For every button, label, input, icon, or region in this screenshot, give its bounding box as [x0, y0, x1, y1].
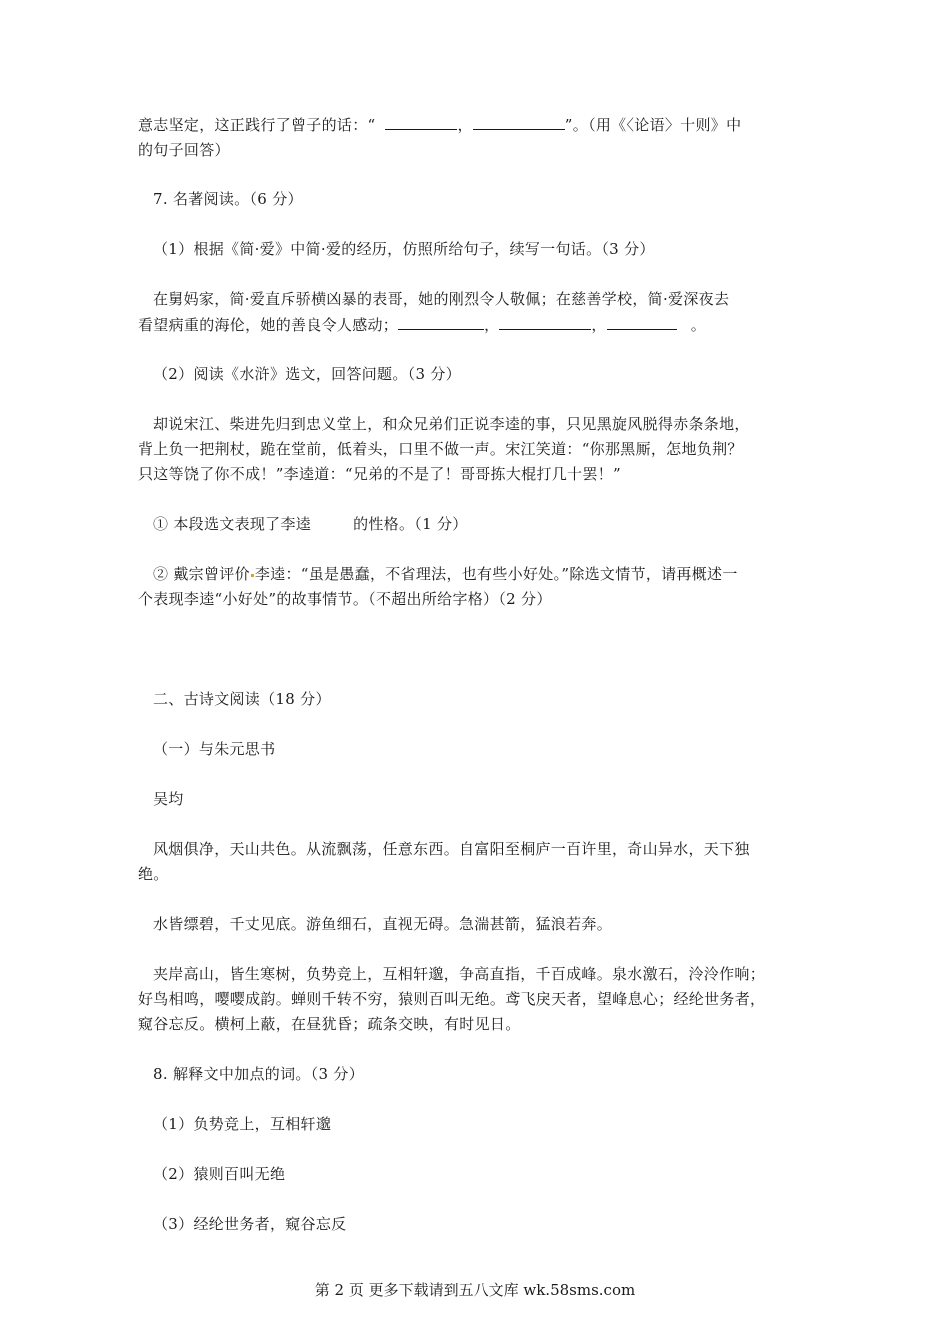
section2-title: 二、古诗文阅读（18 分）: [153, 690, 331, 708]
classical-paragraph-1: 风烟俱净，天山共色。从流飘荡，任意东西。自富阳至桐庐一百许里，奇山异水，天下独 绝。: [138, 840, 750, 883]
q6-text-b: ”。（用《〈论语〉十则》中: [564, 116, 742, 134]
q7-sub2: ② 戴宗曾评价 李逵：“虽是愚蠢，不省理法，也有些小好处。”除选文情节，请再概述一 个表现李逵“小好处”的故事情节。（不超出所给字格）（2 分）: [138, 565, 738, 608]
q7-part1-title: （1）根据《简·爱》中简·爱的经历，仿照所给句子，续写一句话。（3 分）: [153, 240, 655, 258]
q7-part1-line1: 在舅妈家，简·爱直斥骄横凶暴的表哥，她的刚烈令人敬佩；在慈善学校，简·爱深夜去: [153, 290, 730, 308]
q7-part1-line2: 看望病重的海伦，她的善良令人感动；: [138, 316, 399, 334]
answer-blank[interactable]: [473, 112, 565, 130]
answer-blank[interactable]: [398, 312, 484, 330]
page-footer: 第 2 页 更多下载请到五八文库 wk.58sms.com: [314, 1281, 636, 1299]
q8-item-3: （3）经纶世务者，窥谷忘反: [153, 1215, 347, 1233]
q8-item-1: （1）负势竞上，互相轩邈: [153, 1115, 332, 1133]
q7-sub1: ① 本段选文表现了李逵 的性格。（1 分）: [153, 515, 468, 533]
q8-title: 8. 解释文中加点的词。（3 分）: [153, 1065, 364, 1083]
q7-part2-title: （2）阅读《水浒》选文，回答问题。（3 分）: [153, 365, 461, 383]
q6-text-a: 意志坚定，这正践行了曾子的话：“: [138, 116, 376, 134]
answer-blank[interactable]: [607, 312, 677, 330]
answer-blank[interactable]: [385, 112, 457, 130]
q7-title: 7. 名著阅读。（6 分）: [153, 190, 303, 208]
author: 吴均: [153, 790, 184, 808]
text-title: （一）与朱元思书: [153, 740, 276, 758]
classical-paragraph-2: 水皆缥碧，千丈见底。游鱼细石，直视无碍。急湍甚箭，猛浪若奔。: [153, 915, 613, 933]
q6-text-line2: 的句子回答）: [138, 141, 230, 159]
marker-dot-icon: [251, 574, 254, 577]
classical-paragraph-3: 夹岸高山，皆生寒树，负势竞上，互相轩邈，争高直指，千百成峰。泉水激石，泠泠作响； 好鸟相鸣，嘤嘤成韵。蝉则千转不穷，猿则百叫无绝。鸢飞戾天者，望峰息心；经纶世务者， 窥谷忘反。横柯上蔽，在昼犹昏；疏条交映，有时见日。: [138, 965, 766, 1033]
q8-item-2: （2）猿则百叫无绝: [153, 1165, 286, 1183]
shuihu-excerpt: 却说宋江、柴进先归到忠义堂上，和众兄弟们正说李逵的事，只见黑旋风脱得赤条条地， 背上负一把荆杖，跪在堂前，低着头，口里不做一声。宋江笑道：“你那黑厮，怎地负荆？ 只这等饶了你不成！”李逵道：“兄弟的不是了！哥哥拣大棍打几十罢！”: [138, 415, 750, 483]
q6-answer-prompt: [138, 112, 818, 163]
answer-blank[interactable]: [499, 312, 591, 330]
q6-comma: ，: [457, 116, 473, 134]
q7-part1-prompt: 在舅妈家，简·爱直斥骄横凶暴的表哥，她的刚烈令人敬佩；在慈善学校，简·爱深夜去 看望病重的海伦，她的善良令人感动； ， ， 。: [138, 287, 818, 338]
